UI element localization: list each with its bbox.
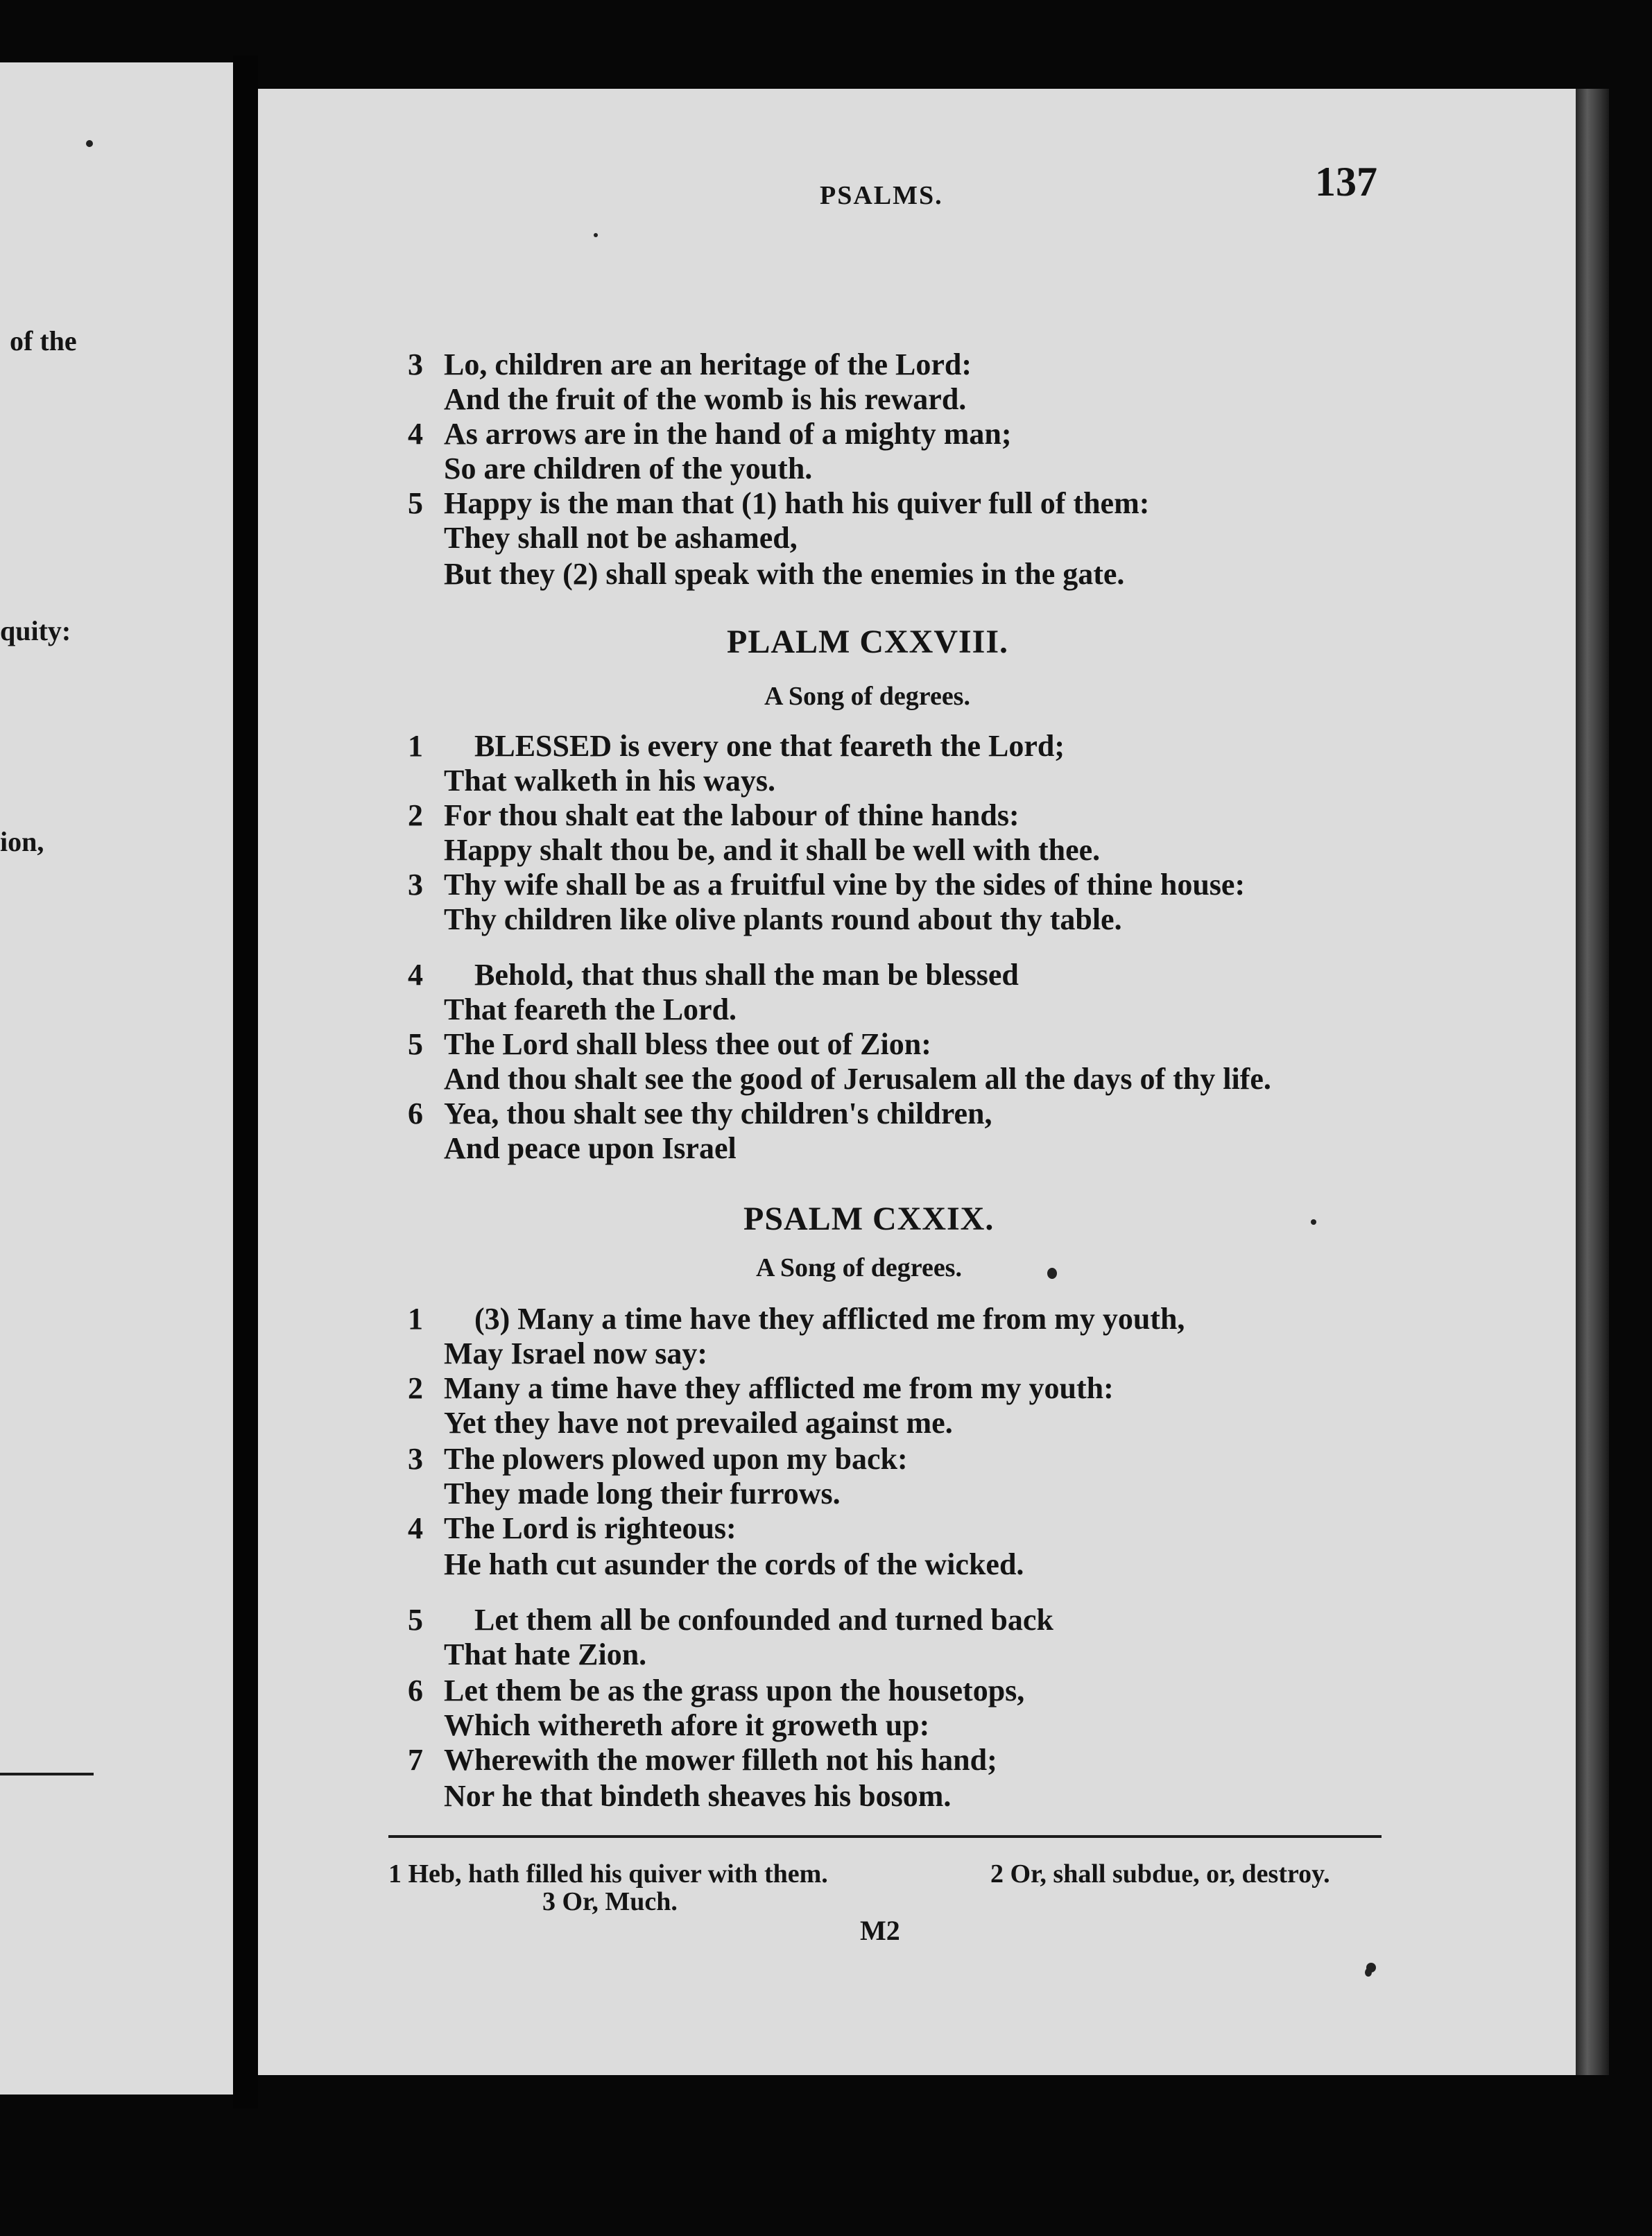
verse-line: So are children of the youth. xyxy=(444,452,813,485)
verse-line: Thy children like olive plants round about thy table. xyxy=(444,902,1122,936)
verse-line: Yet they have not prevailed against me. xyxy=(444,1406,953,1440)
verse-line: Yea, thou shalt see thy children's children, xyxy=(444,1096,992,1130)
verse-number: 3 xyxy=(408,347,423,381)
verse-number: 5 xyxy=(408,486,423,520)
verse-number: 5 xyxy=(408,1603,423,1637)
verse-line: Let them be as the grass upon the housetops, xyxy=(444,1674,1025,1708)
psalm-129-subtitle: A Song of degrees. xyxy=(756,1253,962,1282)
page-number: 137 xyxy=(1315,159,1377,205)
verse-number: 3 xyxy=(408,868,423,902)
verse-line: The plowers plowed upon my back: xyxy=(444,1442,908,1476)
verse-number: 1 xyxy=(408,1302,423,1336)
verse-line: Happy shalt thou be, and it shall be well with thee. xyxy=(444,833,1101,867)
verse-line: BLESSED is every one that feareth the Lord; xyxy=(474,729,1065,763)
verse-number: 4 xyxy=(408,1511,423,1545)
footnote-2: 2 Or, shall subdue, or, destroy. xyxy=(990,1859,1330,1889)
verse-line: Which withereth afore it groweth up: xyxy=(444,1708,930,1742)
facing-page-rule xyxy=(0,1773,94,1775)
verse-line: And peace upon Israel xyxy=(444,1131,737,1165)
verse-number: 6 xyxy=(408,1096,423,1130)
verse-number: 2 xyxy=(408,798,423,832)
ink-speck xyxy=(1366,1963,1376,1972)
page-edge xyxy=(1576,89,1609,2075)
signature-mark: M2 xyxy=(860,1915,900,1946)
verse-line: They shall not be ashamed, xyxy=(444,521,798,555)
footnote-rule xyxy=(388,1835,1382,1838)
verse-line: The Lord shall bless thee out of Zion: xyxy=(444,1027,931,1061)
verse-line: But they (2) shall speak with the enemies in the gate. xyxy=(444,557,1125,591)
verse-line: They made long their furrows. xyxy=(444,1477,841,1511)
verse-number: 4 xyxy=(408,417,423,451)
verse-number: 5 xyxy=(408,1027,423,1061)
verse-line: Nor he that bindeth sheaves his bosom. xyxy=(444,1779,952,1813)
facing-page-fragment: of the xyxy=(10,325,77,356)
ink-speck xyxy=(594,233,598,237)
verse-line: He hath cut asunder the cords of the wicked. xyxy=(444,1547,1024,1581)
ink-speck xyxy=(1047,1268,1057,1279)
facing-page-fragment: quity: xyxy=(0,615,71,646)
verse-line: Many a time have they afflicted me from my youth: xyxy=(444,1371,1114,1405)
footnote-3: 3 Or, Much. xyxy=(542,1887,678,1916)
verse-line: And thou shalt see the good of Jerusalem all the days of thy life. xyxy=(444,1062,1271,1096)
verse-line: That feareth the Lord. xyxy=(444,992,737,1026)
ink-speck xyxy=(1311,1219,1316,1225)
verse-number: 6 xyxy=(408,1674,423,1708)
facing-page-fragment: ion, xyxy=(0,826,44,857)
verse-number: 4 xyxy=(408,958,423,992)
ink-speck xyxy=(86,140,93,147)
verse-line: That hate Zion. xyxy=(444,1637,647,1671)
verse-number: 3 xyxy=(408,1442,423,1476)
verse-line: Lo, children are an heritage of the Lord: xyxy=(444,347,972,381)
verse-line: Happy is the man that (1) hath his quiver full of them: xyxy=(444,486,1150,520)
facing-page xyxy=(0,62,233,2095)
verse-number: 7 xyxy=(408,1743,423,1777)
psalm-128-title: PLALM CXXVIII. xyxy=(727,624,1009,660)
verse-line: For thou shalt eat the labour of thine hands: xyxy=(444,798,1019,832)
running-head: PSALMS. xyxy=(820,181,943,210)
verse-line: Thy wife shall be as a fruitful vine by the sides of thine house: xyxy=(444,868,1246,902)
verse-line: As arrows are in the hand of a mighty man; xyxy=(444,417,1012,451)
verse-line: Let them all be confounded and turned back xyxy=(474,1603,1053,1637)
footnote-1: 1 Heb, hath filled his quiver with them. xyxy=(388,1859,828,1889)
verse-number: 1 xyxy=(408,729,423,763)
verse-line: Wherewith the mower filleth not his hand; xyxy=(444,1743,997,1777)
psalm-128-subtitle: A Song of degrees. xyxy=(764,682,970,711)
book-gutter xyxy=(233,55,258,2108)
verse-line: (3) Many a time have they afflicted me from my youth, xyxy=(474,1302,1185,1336)
verse-line: Behold, that thus shall the man be blessed xyxy=(474,958,1019,992)
verse-line: The Lord is righteous: xyxy=(444,1511,737,1545)
verse-number: 2 xyxy=(408,1371,423,1405)
verse-line: That walketh in his ways. xyxy=(444,764,776,798)
verse-line: And the fruit of the womb is his reward. xyxy=(444,382,967,416)
psalm-129-title: PSALM CXXIX. xyxy=(743,1201,995,1237)
verse-line: May Israel now say: xyxy=(444,1336,708,1370)
